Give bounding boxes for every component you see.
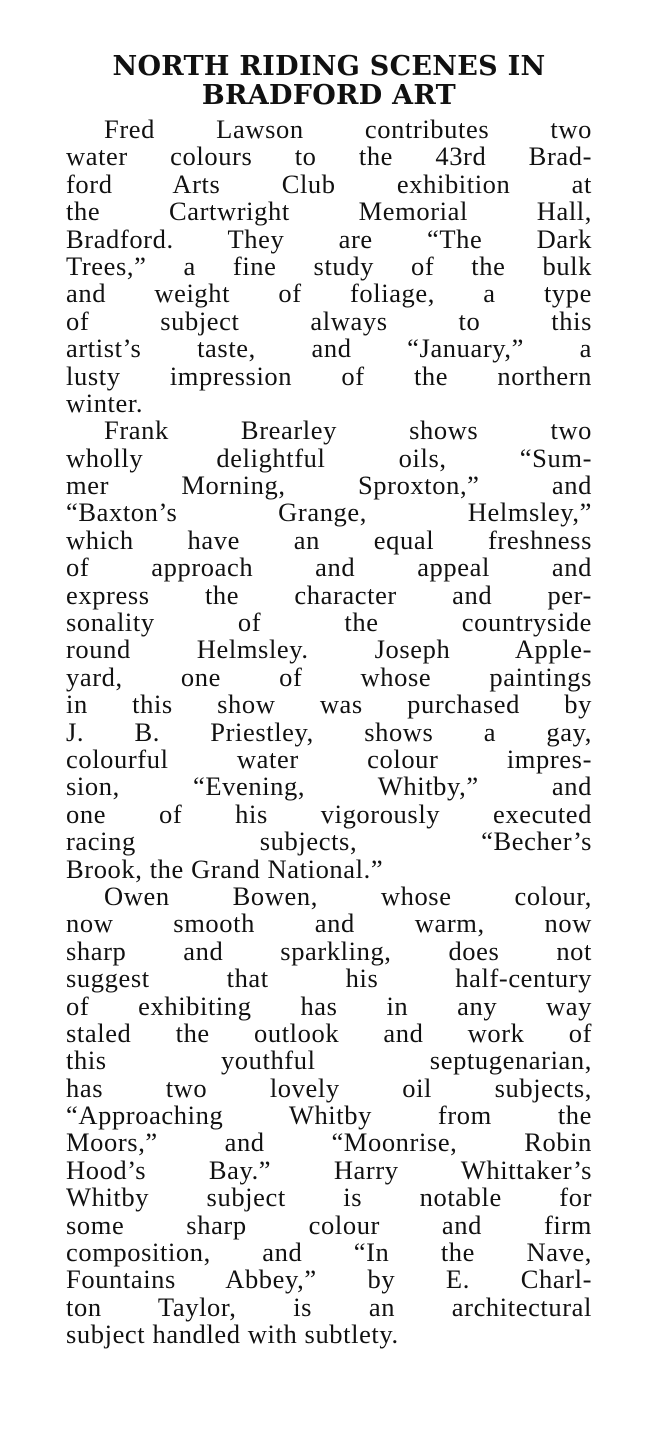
text-line: Fountains Abbey,” by E. Charl- (66, 1264, 592, 1295)
text-line: ton Taylor, is an architectural (66, 1291, 592, 1322)
paragraph-brearley (66, 417, 592, 883)
text-line: yard, one of whose paintings (66, 661, 592, 692)
text-line: “Approaching Whitby from the (66, 1100, 592, 1131)
article-body (66, 116, 592, 1349)
headline (66, 52, 592, 110)
headline-line: BRADFORD ART (201, 80, 457, 111)
text-line: which have an equal freshness (66, 524, 592, 555)
text-line: ford Arts Club exhibition at (66, 168, 592, 199)
text-line: and weight of foliage, a type (66, 278, 592, 309)
text-line: artist’s taste, and “January,” a (66, 333, 592, 364)
text-line: round Helmsley. Joseph Apple- (66, 634, 592, 665)
text-line: one of his vigorously executed (66, 798, 592, 829)
text-line: subject handled with subtlety. (66, 1319, 399, 1350)
paragraph-bowen (66, 880, 592, 1350)
text-line: now smooth and warm, now (66, 908, 592, 939)
text-line: Whitby subject is notable for (66, 1182, 592, 1213)
text-line: some sharp colour and firm (66, 1209, 592, 1240)
text-line: sonality of the countryside (66, 607, 592, 638)
text-line: sion, “Evening, Whitby,” and (66, 771, 592, 802)
text-line: colourful water colour impres- (66, 743, 592, 774)
text-line: J. B. Priestley, shows a gay, (66, 716, 592, 747)
text-line: Bradford. They are “The Dark (66, 223, 592, 254)
text-line: sharp and sparkling, does not (66, 935, 592, 966)
text-line: Brook, the Grand National.” (66, 853, 384, 884)
text-line: has two lovely oil subjects, (66, 1072, 592, 1103)
paragraph-lawson (66, 116, 592, 417)
text-line: of subject always to this (66, 305, 592, 336)
headline-line: NORTH RIDING SCENES IN (112, 51, 546, 82)
text-line: winter. (66, 387, 144, 418)
text-line: Hood’s Bay.” Harry Whittaker’s (66, 1154, 592, 1185)
text-line: racing subjects, “Becher’s (66, 826, 592, 857)
text-line: composition, and “In the Nave, (66, 1237, 592, 1268)
article (66, 52, 592, 1349)
text-line: staled the outlook and work of (66, 1017, 592, 1048)
text-line: in this show was purchased by (66, 689, 592, 720)
text-line: wholly delightful oils, “Sum- (66, 442, 592, 473)
text-line: Trees,” a fine study of the bulk (66, 250, 592, 281)
text-line: Fred Lawson contributes two (104, 114, 592, 144)
text-line: suggest that his half-century (66, 963, 592, 994)
text-line: water colours to the 43rd Brad- (66, 141, 592, 172)
text-line: this youthful septugenarian, (66, 1045, 592, 1076)
text-line: of approach and appeal and (66, 552, 592, 583)
text-line: Moors,” and “Moonrise, Robin (66, 1127, 592, 1158)
text-line: Frank Brearley shows two (104, 415, 592, 446)
text-line: mer Morning, Sproxton,” and (66, 470, 592, 501)
text-line: “Baxton’s Grange, Helmsley,” (66, 497, 592, 528)
text-line: lusty impression of the northern (66, 360, 592, 391)
text-line: of exhibiting has in any way (66, 990, 592, 1021)
text-line: Owen Bowen, whose colour, (104, 880, 592, 911)
text-line: express the character and per- (66, 579, 592, 610)
text-line: the Cartwright Memorial Hall, (66, 196, 592, 227)
